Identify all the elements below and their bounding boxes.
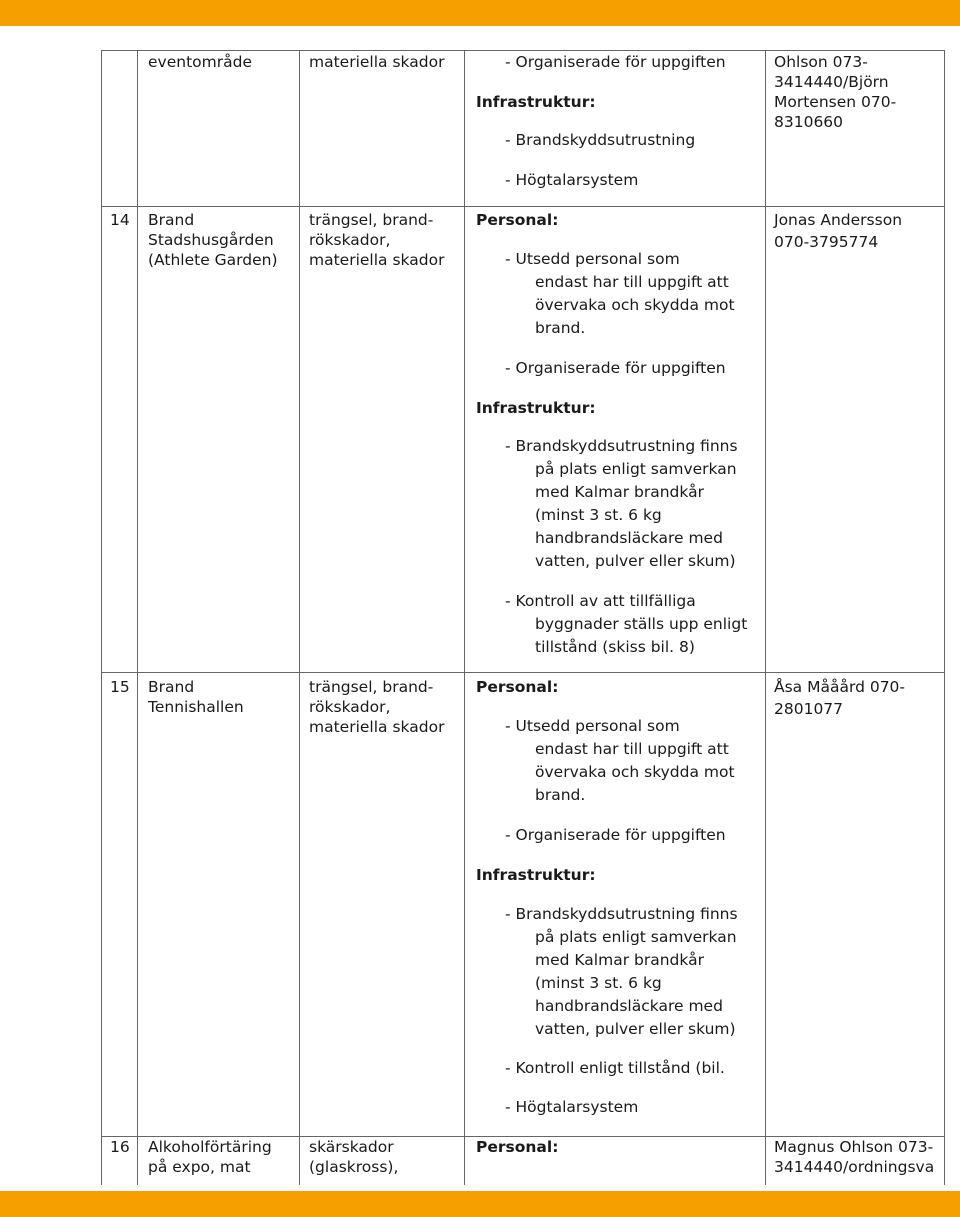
col-divider-2: [299, 51, 300, 1185]
row14-bullet-staff-1: - Utsedd personal som: [505, 250, 680, 268]
row15-bullet-equip-3: med Kalmar brandkår: [535, 951, 704, 969]
row15-place-1: Brand: [148, 678, 195, 696]
row15-bullet-equip-2: på plats enligt samverkan: [535, 928, 737, 946]
row0-bullet-speaker: - Högtalarsystem: [505, 171, 639, 189]
row14-bullet-equip-2: på plats enligt samverkan: [535, 460, 737, 478]
row15-number: 15: [110, 678, 130, 696]
row14-bullet-check-2: byggnader ställs upp enligt: [535, 615, 748, 633]
col-divider-1: [137, 51, 138, 1185]
row14-bullet-equip-5: handbrandsläckare med: [535, 529, 723, 547]
row15-personal-heading: Personal:: [476, 678, 559, 696]
row0-contact-2: 3414440/Björn: [774, 73, 889, 91]
row14-bullet-equip-6: vatten, pulver eller skum): [535, 552, 736, 570]
row15-bullet-staff-2: endast har till uppgift att: [535, 740, 729, 758]
row16-place-1: Alkoholförtäring: [148, 1138, 272, 1156]
row14-bullet-organised: - Organiserade för uppgiften: [505, 359, 726, 377]
row15-bullet-equip-4: (minst 3 st. 6 kg: [535, 974, 662, 992]
row16-place-2: på expo, mat: [148, 1158, 251, 1176]
row14-bullet-equip-1: - Brandskyddsutrustning finns: [505, 437, 738, 455]
row14-bullet-staff-2: endast har till uppgift att: [535, 273, 729, 291]
row15-contact-1: Åsa Mååård 070-: [774, 678, 906, 696]
row14-number: 14: [110, 211, 130, 229]
row15-bullet-staff-1: - Utsedd personal som: [505, 717, 680, 735]
row0-damage-line: materiella skador: [309, 53, 445, 71]
row15-bullet-staff-4: brand.: [535, 786, 586, 804]
row0-bullet-equipment: - Brandskyddsutrustning: [505, 131, 696, 149]
row15-risk-1: trängsel, brand-: [309, 678, 434, 696]
row15-infra-heading: Infrastruktur:: [476, 866, 596, 884]
row16-risk-2: (glaskross),: [309, 1158, 399, 1176]
row16-number: 16: [110, 1138, 130, 1156]
row0-contact-1: Ohlson 073-: [774, 53, 868, 71]
row0-infra-heading: Infrastruktur:: [476, 93, 596, 111]
row15-contact-2: 2801077: [774, 700, 844, 718]
row16-risk-1: skärskador: [309, 1138, 394, 1156]
row14-place-3: (Athlete Garden): [148, 251, 278, 269]
row15-bullet-check: - Kontroll enligt tillstånd (bil.: [505, 1059, 725, 1077]
row15-place-2: Tennishallen: [148, 698, 244, 716]
row-divider-14: [102, 206, 944, 207]
row14-bullet-equip-4: (minst 3 st. 6 kg: [535, 506, 662, 524]
row16-personal-heading: Personal:: [476, 1138, 559, 1156]
row15-bullet-staff-3: övervaka och skydda mot: [535, 763, 735, 781]
row14-bullet-check-1: - Kontroll av att tillfälliga: [505, 592, 696, 610]
row15-bullet-equip-6: vatten, pulver eller skum): [535, 1020, 736, 1038]
row14-risk-3: materiella skador: [309, 251, 445, 269]
row14-risk-2: rökskador,: [309, 231, 391, 249]
row0-bullet-organised: - Organiserade för uppgiften: [505, 53, 726, 71]
row0-contact-3: Mortensen 070-: [774, 93, 897, 111]
row15-bullet-organised: - Organiserade för uppgiften: [505, 826, 726, 844]
row16-contact-2: 3414440/ordningsva: [774, 1158, 935, 1176]
row15-bullet-equip-5: handbrandsläckare med: [535, 997, 723, 1015]
row0-contact-4: 8310660: [774, 113, 844, 131]
row15-bullet-speaker: - Högtalarsystem: [505, 1098, 639, 1116]
row14-contact-2: 070-3795774: [774, 233, 879, 251]
row-divider-15: [102, 672, 944, 673]
row14-place-2: Stadshusgården: [148, 231, 274, 249]
row0-risk-line: eventområde: [148, 53, 252, 71]
row15-risk-2: rökskador,: [309, 698, 391, 716]
col-divider-4: [765, 51, 766, 1185]
row14-bullet-staff-4: brand.: [535, 319, 586, 337]
bottom-orange-band: [0, 1191, 960, 1217]
row14-infra-heading: Infrastruktur:: [476, 399, 596, 417]
row14-bullet-check-3: tillstånd (skiss bil. 8): [535, 638, 695, 656]
risk-table: [101, 50, 945, 1185]
row15-risk-3: materiella skador: [309, 718, 445, 736]
row15-bullet-equip-1: - Brandskyddsutrustning finns: [505, 905, 738, 923]
col-divider-3: [464, 51, 465, 1185]
row14-bullet-staff-3: övervaka och skydda mot: [535, 296, 735, 314]
row16-contact-1: Magnus Ohlson 073-: [774, 1138, 934, 1156]
row14-contact-1: Jonas Andersson: [774, 211, 903, 229]
row14-place-1: Brand: [148, 211, 195, 229]
row14-bullet-equip-3: med Kalmar brandkår: [535, 483, 704, 501]
row14-risk-1: trängsel, brand-: [309, 211, 434, 229]
row14-personal-heading: Personal:: [476, 211, 559, 229]
top-orange-band: [0, 0, 960, 26]
